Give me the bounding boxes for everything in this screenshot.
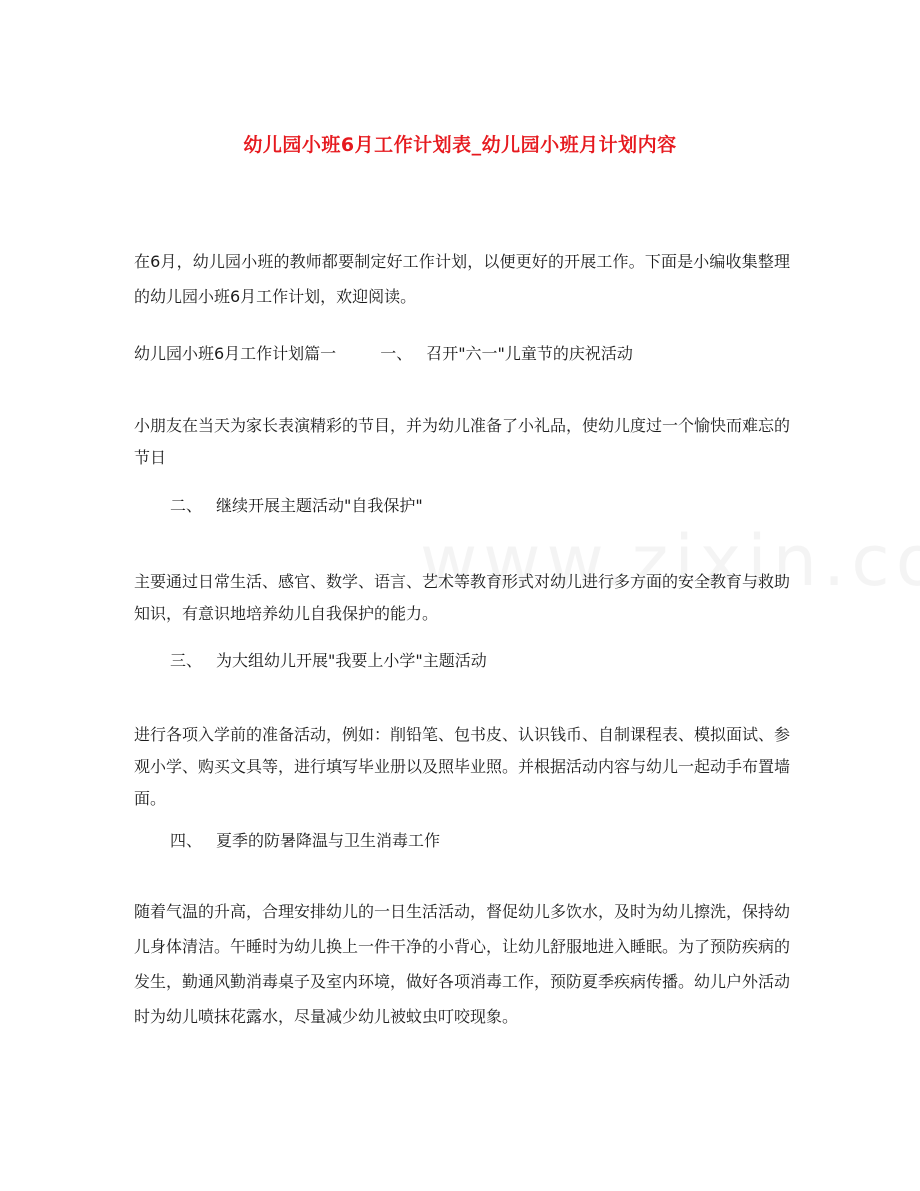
document-title: 幼儿园小班6月工作计划表_幼儿园小班月计划内容 [243,134,677,156]
section-number: 一、 [380,344,413,363]
section-paragraph: 进行各项入学前的准备活动，例如：削铅笔、包书皮、认识钱币、自制课程表、模拟面试、参观小学、购买文具等，进行填写毕业册以及照毕业照。并根据活动内容与幼儿一起动手布置墙面。 [134,725,791,808]
section-heading: 召开"六一"儿童节的庆祝活动 [426,344,633,363]
section-heading: 为大组幼儿开展"我要上小学"主题活动 [216,651,487,670]
section-paragraph: 小朋友在当天为家长表演精彩的节目，并为幼儿准备了小礼品，使幼儿度过一个愉快而难忘的节日 [134,416,791,467]
section-number: 四、 [170,831,203,850]
section-paragraph: 随着气温的升高，合理安排幼儿的一日生活活动，督促幼儿多饮水，及时为幼儿擦洗，保持幼儿身体清洁。午睡时为幼儿换上一件干净的小背心，让幼儿舒服地进入睡眠。为了预防疾病的发生，勤通风勤消毒桌子及室内环境，做好各项消毒工作，预防夏季疾病传播。幼儿户外活动时为幼儿喷抹花露水，尽量减少幼儿被蚊虫叮咬现象。 [134,902,791,1026]
section-heading-line [170,490,423,522]
section-number: 二、 [170,496,203,515]
intro-paragraph: 在6月，幼儿园小班的教师都要制定好工作计划，以便更好的开展工作。下面是小编收集整理的幼儿园小班6月工作计划，欢迎阅读。 [134,252,790,306]
section-heading-line [170,825,440,857]
section-heading: 继续开展主题活动"自我保护" [216,496,423,515]
section-paragraph: 主要通过日常生活、感官、数学、语言、艺术等教育形式对幼儿进行多方面的安全教育与救助知识，有意识地培养幼儿自我保护的能力。 [134,572,791,623]
section-number: 三、 [170,651,203,670]
section-heading: 夏季的防暑降温与卫生消毒工作 [216,831,441,850]
part-label: 幼儿园小班6月工作计划篇一 [134,344,337,363]
section-heading-line [170,645,487,677]
part-line [134,338,633,370]
